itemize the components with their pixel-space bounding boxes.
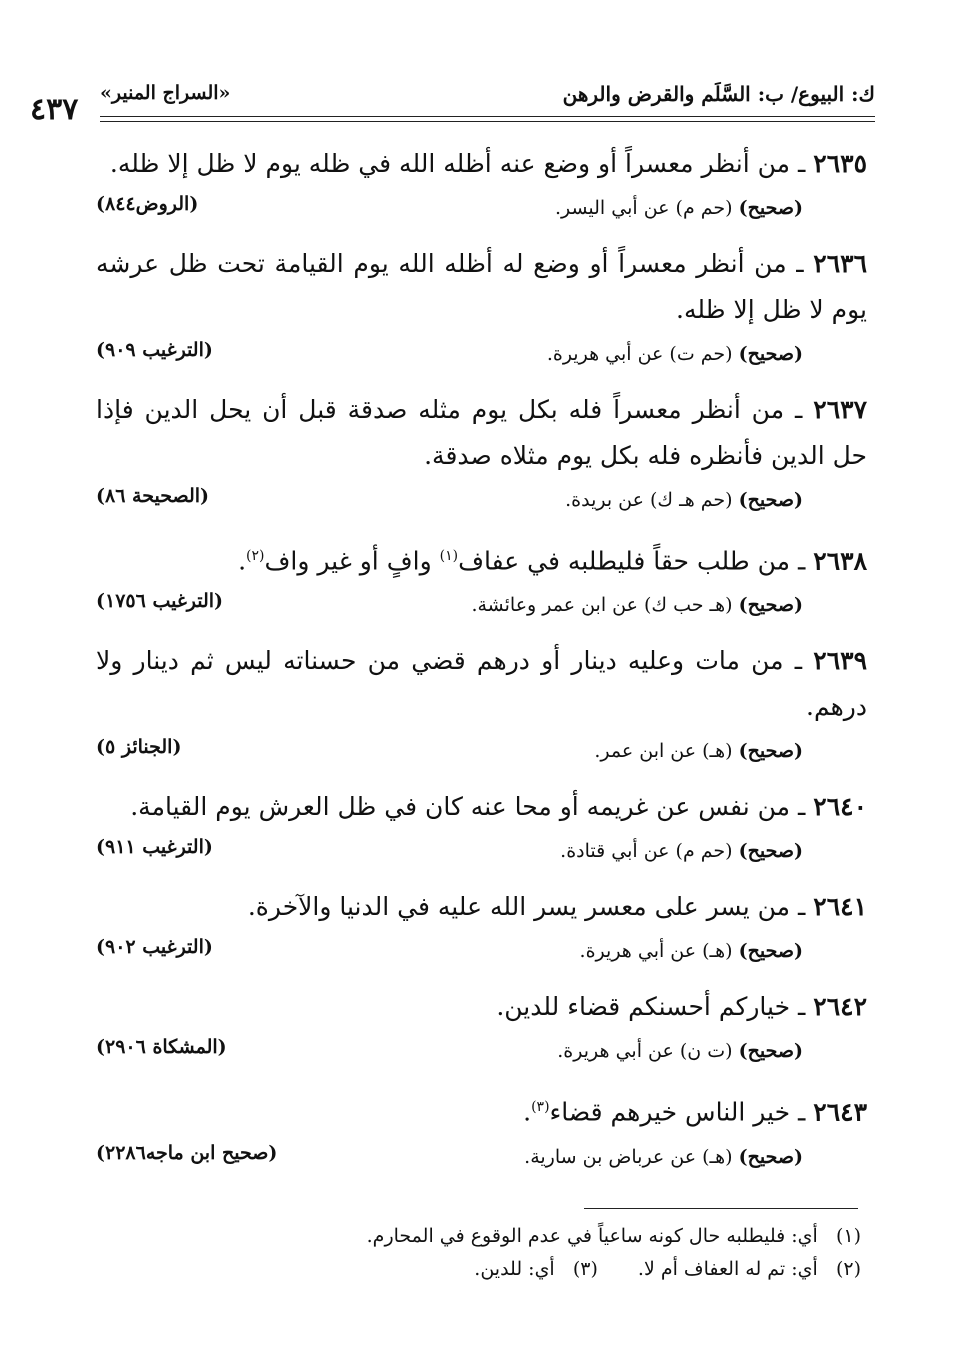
hadith-grade: [557, 1040, 803, 1062]
footnote-1: [367, 1220, 861, 1253]
page-number: ٤٣٧: [30, 92, 79, 127]
hadith-separator: ـ: [796, 249, 804, 278]
hadith-meta: [96, 189, 867, 229]
hadith-text: [96, 387, 867, 479]
hadith-entry: [96, 638, 867, 772]
hadith-separator: ـ: [798, 546, 806, 576]
hadith-text: [96, 638, 867, 730]
grade-label: (صحيح): [738, 489, 803, 511]
footnote-rule: [584, 1208, 858, 1209]
hadith-separator: ـ: [798, 792, 806, 822]
hadith-meta: [96, 481, 867, 521]
hadith-grade: [565, 489, 803, 511]
grade-label: (صحيح): [738, 197, 803, 219]
hadith-separator: ـ: [798, 992, 806, 1022]
hadith-number: ٢٦٤٠: [813, 792, 867, 822]
hadith-grade: [524, 1146, 803, 1168]
chapter-header: ك: البيوع/ ب: السَّلَم والقرض والرهن: [562, 82, 875, 106]
header-rule-double: [100, 121, 875, 122]
hadith-entry: [96, 533, 867, 626]
footnote-mark: (٣): [572, 1258, 598, 1280]
footnote-text: أي: للدين.: [474, 1258, 555, 1280]
hadith-body: من أنظر معسراً أو وضع له أظله الله يوم القيامة تحت ظل عرشه يوم لا ظل إلا ظله.: [96, 249, 867, 324]
footnote-marker: (١): [439, 548, 459, 564]
hadith-separator: ـ: [798, 1097, 806, 1127]
hadith-meta: [96, 1138, 867, 1178]
hadith-source: (حم م) عن أبي اليسر.: [554, 197, 733, 219]
hadith-body: خياركم أحسنكم قضاء للدين.: [496, 992, 791, 1022]
hadith-number: ٢٦٣٥: [813, 149, 867, 178]
hadith-grade: [555, 197, 803, 219]
hadith-entry: [96, 984, 867, 1072]
hadith-separator: ـ: [798, 149, 806, 178]
hadith-source: (حم م) عن أبي قتادة.: [560, 840, 733, 863]
hadith-body: من طلب حقاً فليطلبه في عفاف: [458, 546, 791, 576]
hadith-source: (هـ) عن أبي هريرة.: [579, 940, 733, 963]
hadith-body: من أنظر معسراً أو وضع عنه أظله الله في ظله يوم لا ظل إلا ظله.: [109, 149, 791, 178]
hadith-reference: (المشكاة ٢٩٠٦): [96, 1036, 227, 1059]
hadith-list: [96, 135, 867, 1190]
hadith-reference: (الترغيب ٩٠٢): [96, 936, 213, 959]
grade-label: (صحيح): [738, 343, 803, 365]
hadith-source: (حم هـ ك) عن بريدة.: [565, 489, 733, 511]
hadith-entry: [96, 1084, 867, 1177]
grade-label: (صحيح): [738, 1145, 803, 1168]
hadith-body-end: .: [238, 546, 247, 576]
footnote-mark: (١): [835, 1225, 861, 1247]
hadith-number: ٢٦٤٣: [813, 1097, 867, 1127]
hadith-source: (ت ن) عن أبي هريرة.: [557, 1040, 733, 1063]
footnote-marker: (٢): [246, 548, 265, 564]
hadith-meta: [96, 932, 867, 972]
hadith-grade: [547, 343, 803, 365]
footnote-marker: (٣): [531, 1099, 550, 1116]
hadith-meta: [96, 1032, 867, 1072]
grade-label: (صحيح): [738, 594, 803, 617]
hadith-text: [96, 241, 867, 333]
hadith-body-cont: وافٍ أو غير واف: [264, 546, 440, 576]
hadith-text: [96, 984, 867, 1030]
hadith-source: (هـ) عن ابن عمر.: [594, 740, 733, 763]
hadith-body: من أنظر معسراً فله بكل يوم مثله صدقة قبل أن يحل الدين فإذا حل الدين فأنظره فله بكل يوم مثلاه صدقة.: [96, 395, 867, 470]
grade-label: (صحيح): [738, 740, 803, 763]
hadith-number: ٢٦٣٧: [813, 395, 867, 424]
hadith-entry: [96, 141, 867, 229]
hadith-source: (هـ) عن عرباض بن سارية.: [524, 1145, 733, 1168]
hadith-meta: [96, 732, 867, 772]
hadith-entry: [96, 884, 867, 972]
footnote-2-3: [367, 1253, 861, 1286]
hadith-reference: (الترغيب ٩١١): [96, 836, 213, 859]
hadith-reference: (الترغيب ٩٠٩): [96, 339, 213, 361]
hadith-number: ٢٦٤١: [813, 892, 867, 922]
hadith-text: [96, 884, 867, 930]
hadith-source: (هـ حب ك) عن ابن عمر وعائشة.: [471, 594, 733, 617]
hadith-separator: ـ: [794, 646, 803, 676]
hadith-text: [96, 784, 867, 830]
hadith-entry: [96, 784, 867, 872]
hadith-entry: [96, 387, 867, 521]
hadith-entry: [96, 241, 867, 375]
hadith-text: [96, 1084, 867, 1135]
hadith-text: [96, 533, 867, 584]
grade-label: (صحيح): [738, 840, 803, 863]
header-rule: [100, 116, 875, 117]
hadith-number: ٢٦٣٩: [813, 646, 867, 676]
hadith-separator: ـ: [798, 892, 806, 922]
grade-label: (صحيح): [738, 940, 803, 963]
grade-label: (صحيح): [738, 1040, 803, 1063]
footnote-text: أي: فليطلبه حال كونه ساعياً في عدم الوقوع في المحارم.: [366, 1225, 818, 1247]
book-title-header: «السراج المنير»: [100, 82, 231, 104]
hadith-reference: (الصحيحة ٨٦): [96, 485, 210, 507]
hadith-body: من يسر على معسر يسر الله عليه في الدنيا والآخرة.: [247, 892, 791, 922]
hadith-reference: (الروض٨٤٤): [96, 193, 199, 215]
hadith-grade: [560, 840, 803, 862]
hadith-text: [96, 141, 867, 187]
hadith-number: ٢٦٣٦: [813, 249, 867, 278]
hadith-number: ٢٦٣٨: [813, 546, 867, 576]
hadith-body: من نفس عن غريمه أو محا عنه كان في ظل العرش يوم القيامة.: [130, 792, 791, 822]
hadith-grade: [580, 940, 803, 962]
hadith-grade: [594, 740, 803, 762]
hadith-reference: (الترغيب ١٧٥٦): [96, 590, 224, 613]
footnotes: [367, 1220, 861, 1286]
hadith-meta: [96, 832, 867, 872]
hadith-source: (حم ت) عن أبي هريرة.: [546, 343, 733, 365]
hadith-separator: ـ: [795, 395, 803, 424]
footnote-text: أي: تم له العفاف أم لا.: [637, 1258, 818, 1280]
footnote-mark: (٢): [835, 1258, 861, 1280]
hadith-body: من مات وعليه دينار أو درهم قضي من حسناته ليس ثم دينار ولا درهم.: [96, 646, 867, 722]
hadith-reference: (صحيح ابن ماجه٢٢٨٦): [96, 1141, 278, 1164]
hadith-meta: [96, 586, 867, 626]
hadith-reference: (الجنائز ٥): [96, 736, 182, 759]
hadith-body: خير الناس خيرهم قضاء: [549, 1097, 791, 1127]
hadith-number: ٢٦٤٢: [813, 992, 867, 1022]
hadith-meta: [96, 335, 867, 375]
hadith-body-end: .: [523, 1097, 532, 1127]
hadith-grade: [471, 594, 803, 616]
